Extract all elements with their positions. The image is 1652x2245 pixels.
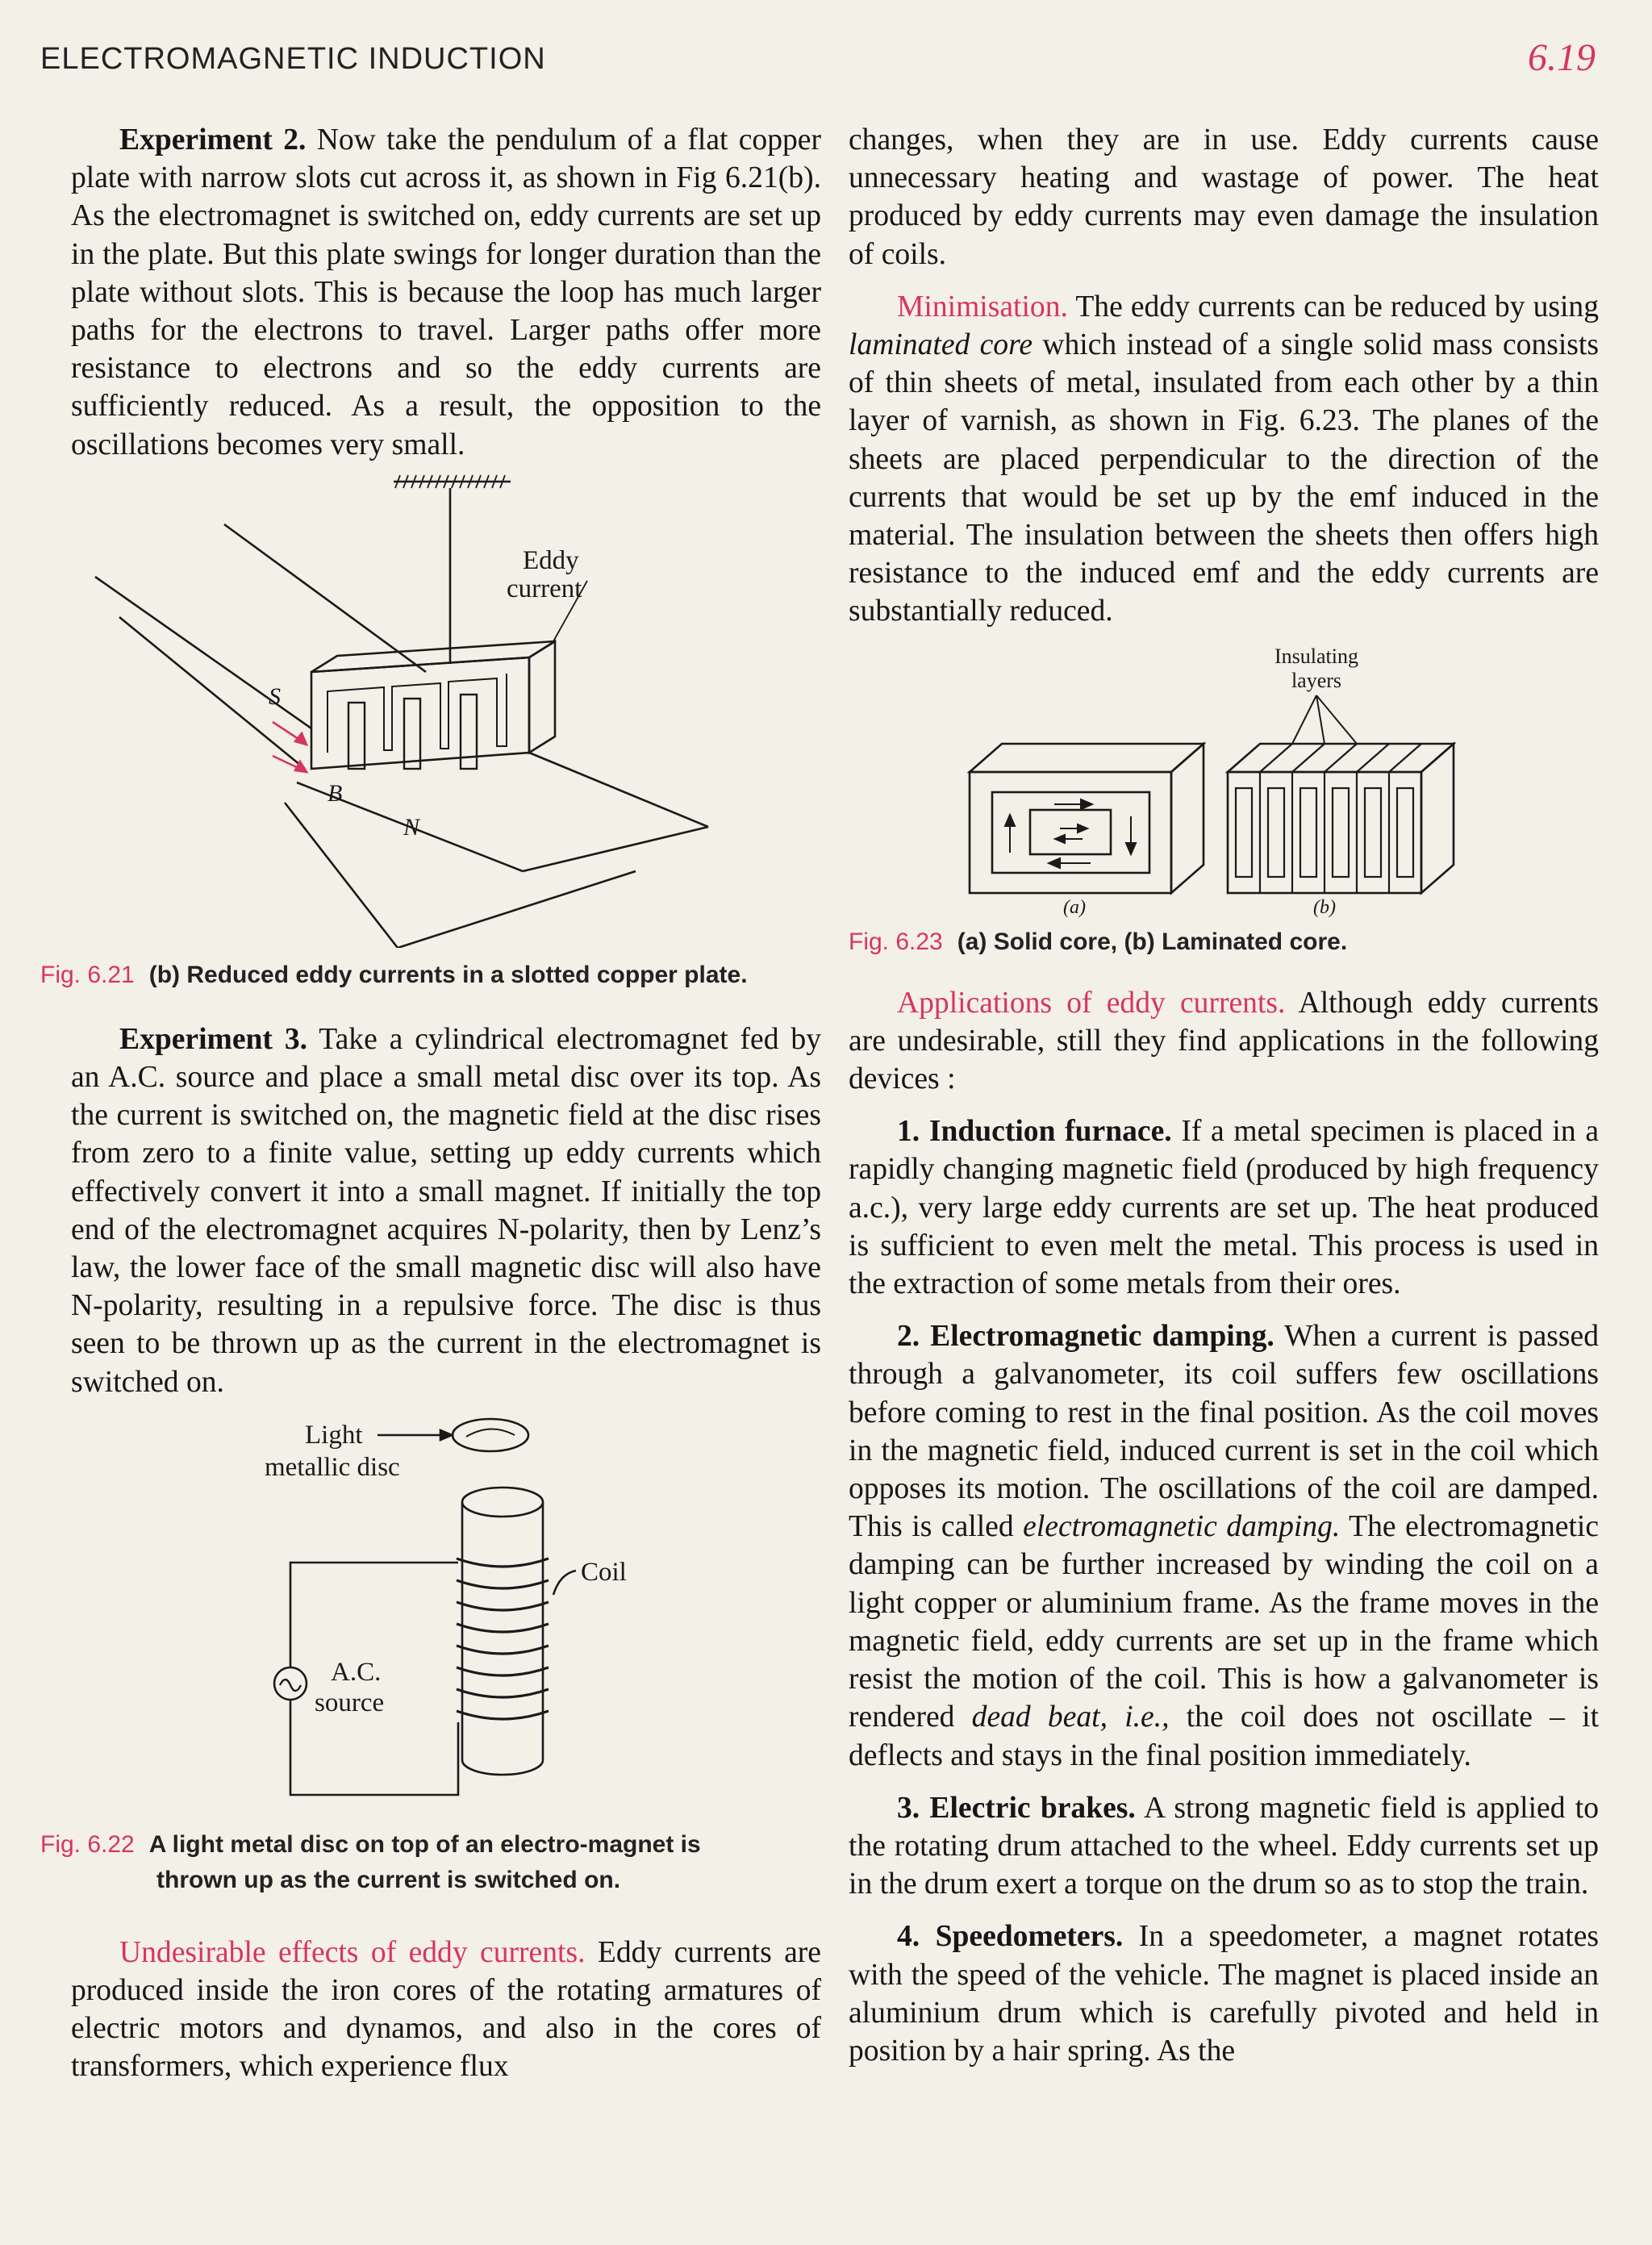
minimisation-heading: Minimisation. [897,290,1068,323]
fig23-layers-label: layers [1291,668,1342,692]
undesirable-effects-heading: Undesirable effects of eddy currents. [119,1935,586,1969]
figure-6-21 [71,464,821,948]
electromagnetic-damping-text-3: the coil does not oscillate – it deflects and stays in the final position immediately. [849,1700,1600,1772]
fig-6-21-caption [40,958,821,993]
fig-6-22-caption [40,1827,821,1863]
fig-6-22-caption-cont [156,1863,821,1898]
fig-6-23-caption-text: (a) Solid core, (b) Laminated core. [957,928,1348,955]
slotted-copper-plate-diagram [71,464,821,948]
fig22-coil-label: Coil [581,1557,627,1587]
left-column [40,121,821,2086]
fig-6-21-caption-text: (b) Reduced eddy currents in a slotted copper plate. [148,961,748,988]
experiment-3-text: Take a cylindrical electromagnet fed by an A.C. source and place a small metal disc over its top. As the current is switched on, the magnetic field at the disc rises from zero to a finite value, setting up eddy currents which effectively convert it into a small magnet. If initially the top end of the electromagnet acquires N-polarity, then by Lenz’s law, the lower face of the small magnetic disc will also have N-polarity, resulting in a repulsive force. The disc is thus seen to be thrown up as the current in the electromagnet is switched on. [71,1022,821,1399]
dead-beat-term: dead beat, i.e., [971,1700,1170,1734]
fig21-current-label: current [507,574,582,603]
figure-6-23 [849,631,1599,921]
continued-paragraph: changes, when they are in use. Eddy currents cause unnecessary heating and wastage of power. The heat produced by eddy currents may even damage the insulation of coils. [849,123,1599,271]
electric-brakes-heading: 3. Electric brakes. [897,1791,1136,1825]
induction-furnace-heading: 1. Induction furnace. [897,1115,1172,1149]
fig22-light-label: Light [305,1420,363,1450]
fig21-n-label: N [403,813,420,841]
fig22-ac-label: A.C. [331,1657,382,1687]
fig21-s-label: S [269,682,281,710]
speedometers-text: In a speedometer, a magnet rotates with the speed of the vehicle. The magnet is placed inside an aluminium drum which is carefully pivoted and held in position by a hair spring. As the [849,1920,1599,2068]
experiment-2-paragraph [71,121,821,464]
fig-6-23-number: Fig. 6.23 [849,928,943,955]
applications-paragraph [849,984,1599,1099]
electromagnetic-damping-text-1: When a current is passed through a galvanometer, its coil suffers few oscillations before coming to rest in the final position. As the coil moves in the magnetic field, induced current is set in the coil which opposes its motion. The oscillations of the coil are damped. This is called [849,1320,1600,1544]
electric-brakes-paragraph [849,1789,1599,1904]
solid-laminated-core-diagram [849,631,1599,921]
induction-furnace-paragraph [849,1112,1599,1303]
applications-heading: Applications of eddy currents. [897,986,1286,1020]
electromagnetic-damping-text-2: The electromagnetic damping can be further increased by winding the coil on a light copper or aluminium frame. As the frame moves in the magnetic field, eddy currents are set up in the frame which resist the motion of the coil. This is how a galvanometer is rendered [849,1510,1600,1734]
fig23-b-label: (b) [1313,896,1336,918]
applications-text: Although eddy currents are undesirable, still they find applications in the following devices : [849,986,1600,1096]
fig-6-22-caption-line-2: thrown up as the current is switched on. [156,1866,621,1893]
electromagnetic-damping-heading: 2. Electromagnetic damping. [897,1320,1274,1354]
minimisation-paragraph [849,288,1599,631]
fig22-disc-label: metallic disc [265,1452,400,1482]
experiment-2-heading: Experiment 2. [119,123,307,156]
induction-furnace-text: If a metal specimen is placed in a rapidly changing magnetic field (produced by high frequency a.c.), very large eddy currents are set up. The heat produced is sufficient to even melt the metal. This process is used in the extraction of some metals from their ores. [849,1115,1599,1301]
fig22-source-label: source [315,1688,385,1717]
fig-6-22-number: Fig. 6.22 [40,1830,135,1858]
fig-6-21-number: Fig. 6.21 [40,961,135,988]
electromagnet-disc-diagram [71,1401,821,1821]
speedometers-paragraph [849,1917,1599,2070]
fig21-b-label: B [327,779,343,807]
fig-6-22-caption-line-1: A light metal disc on top of an electro-magnet is [148,1830,701,1858]
fig21-eddy-label: Eddy [523,545,579,575]
minimisation-text-2: which instead of a single solid mass consists of thin sheets of metal, insulated from each other by a thin layer of varnish, as shown in Fig. 6.23. The planes of the sheets are placed perpendicular to the direction of the currents that would be set up by the emf induced in the material. The insulation between the sheets then offers high resistance to the induced emf and the eddy currents are substantially reduced. [849,328,1599,628]
undesirable-effects-paragraph [71,1934,821,2086]
laminated-core-term: laminated core [849,328,1033,362]
running-header: ELECTROMAGNETIC INDUCTION [40,42,546,76]
figure-6-22 [71,1401,821,1821]
electric-brakes-text: A strong magnetic field is applied to the rotating drum attached to the wheel. Eddy currents set up in the drum exert a torque on the drum so as to stop the train. [849,1791,1599,1901]
fig-6-23-caption [849,924,1599,960]
fig23-a-label: (a) [1063,896,1086,918]
fig23-insulating-label: Insulating [1274,644,1358,668]
page-number: 6.19 [1528,36,1596,79]
minimisation-text-1: The eddy currents can be reduced by using [1075,290,1599,323]
right-column [849,121,1599,2070]
electromagnetic-damping-paragraph [849,1317,1599,1774]
electromagnetic-damping-term: electromagnetic damping. [1023,1510,1341,1544]
experiment-3-heading: Experiment 3. [119,1022,308,1056]
experiment-2-text: Now take the pendulum of a flat copper plate with narrow slots cut across it, as shown in Fig 6.21(b). As the electromagnet is switched on, eddy currents are set up in the plate. But this plate swings for longer duration than the plate without slots. This is because the loop has much larger paths for the electrons to travel. Larger paths offer more resistance to electrons and so the eddy currents are sufficiently reduced. As a result, the opposition to the oscillations becomes very small. [71,123,821,461]
speedometers-heading: 4. Speedometers. [897,1920,1124,1954]
undesirable-effects-text: Eddy currents are produced inside the iron cores of the rotating armatures of electric motors and dynamos, and also in the cores of transformers, which experience flux [71,1935,821,2084]
experiment-3-paragraph [71,1020,821,1401]
